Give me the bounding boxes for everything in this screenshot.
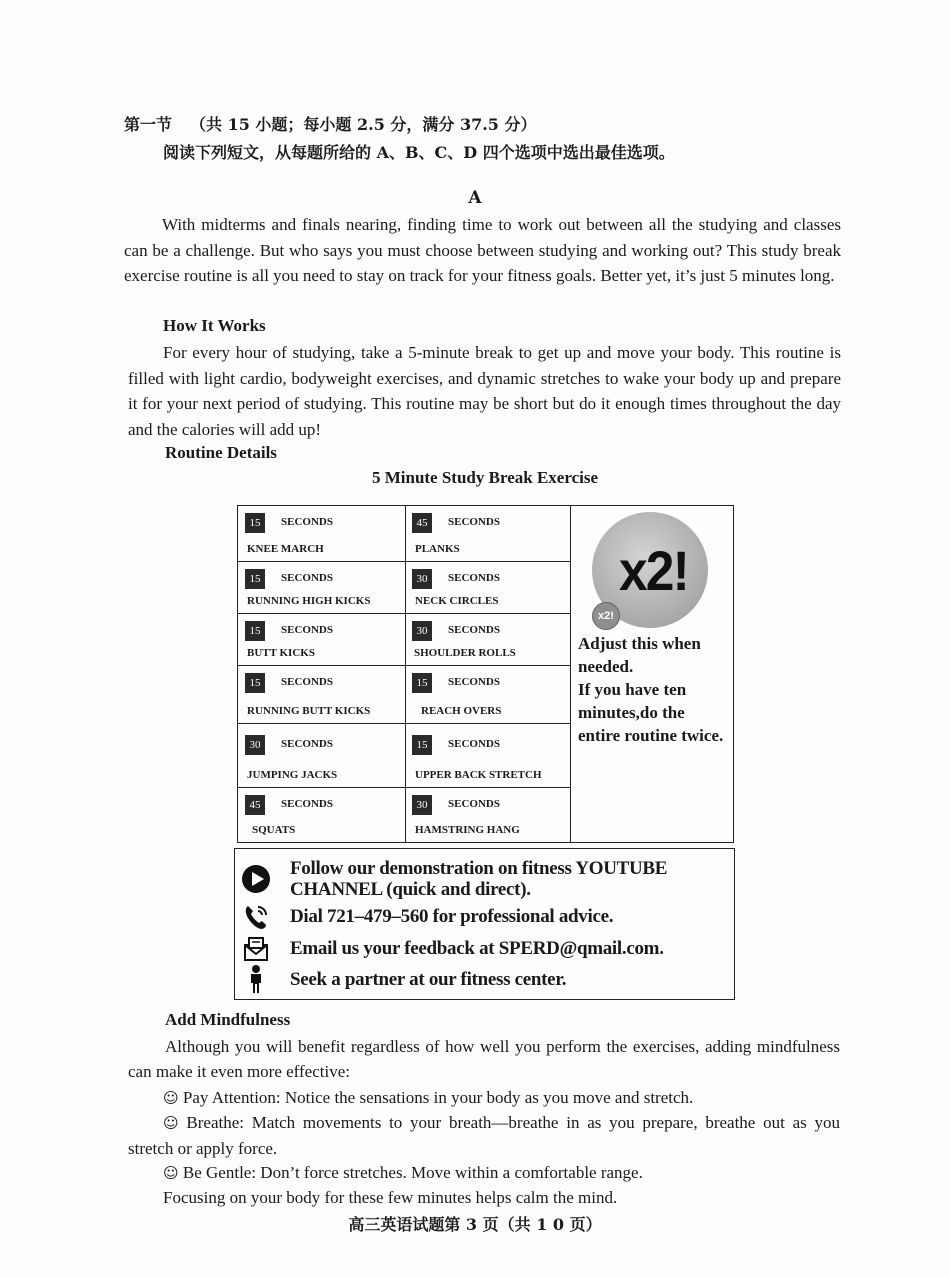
intro-paragraph: With midterms and finals nearing, finding time to work out between all the studying and classes can be a challenge. But who says you must choose between studying and working out? This study break exercise routine is all you need to stay on track for your fitness goals. Better yet, it’s just 5 minutes long.	[124, 215, 841, 285]
exercise-name: JUMPING JACKS	[247, 769, 338, 781]
section-instruction: 阅读下列短文，从每题所给的 A、B、C、D 四个选项中选出最佳选项。	[163, 143, 675, 162]
exercise-cell	[238, 614, 405, 666]
section-heading	[124, 112, 537, 135]
seconds-badge: 15	[245, 621, 265, 641]
routine-note	[578, 632, 728, 747]
exercise-cell	[405, 666, 570, 724]
seconds-label: SECONDS	[281, 798, 333, 810]
seconds-badge: 15	[412, 673, 432, 693]
seconds-label: SECONDS	[448, 624, 500, 636]
seconds-label: SECONDS	[281, 676, 333, 688]
routine-note-line: If you have ten minutes,do the entire routine twice.	[578, 680, 724, 745]
seconds-label: SECONDS	[281, 624, 333, 636]
contact-text: Seek a partner at our fitness center.	[290, 969, 567, 990]
exercise-name: KNEE MARCH	[247, 543, 324, 555]
exercise-cell	[238, 788, 405, 842]
seconds-badge: 15	[245, 513, 265, 533]
contact-box	[234, 848, 735, 1000]
x2-badge-text: x2!	[618, 538, 688, 602]
seconds-badge: 45	[245, 795, 265, 815]
contact-text: Dial 721–479–560 for professional advice.	[290, 906, 614, 927]
details-heading: Routine Details	[165, 443, 277, 462]
exercise-name: SQUATS	[252, 824, 296, 836]
routine-note-panel	[570, 506, 733, 842]
exercise-cell	[238, 506, 405, 562]
smile-icon: ☺	[163, 1089, 179, 1107]
exercise-name: RUNNING HIGH KICKS	[247, 595, 371, 607]
contact-text: Follow our demonstration on fitness YOUTUBE CHANNEL (quick and direct).	[290, 858, 668, 900]
routine-column-left	[238, 506, 406, 842]
smile-icon: ☺	[163, 1164, 179, 1182]
seconds-label: SECONDS	[448, 516, 500, 528]
exercise-name: HAMSTRING HANG	[415, 824, 520, 836]
seconds-label: SECONDS	[281, 572, 333, 584]
seconds-badge: 15	[245, 569, 265, 589]
exercise-cell	[238, 666, 405, 724]
section-rule: （共 15 小题；每小题 2.5 分，满分 37.5 分）	[190, 115, 537, 134]
exercise-cell	[405, 614, 570, 666]
exercise-name: PLANKS	[415, 543, 460, 555]
person-icon	[241, 964, 271, 994]
exercise-cell	[405, 788, 570, 842]
mindfulness-heading: Add Mindfulness	[165, 1010, 291, 1029]
seconds-label: SECONDS	[281, 738, 333, 750]
contact-text: Email us your feedback at SPERD@qmail.com.	[290, 938, 664, 959]
passage-letter: A	[468, 188, 482, 208]
exercise-name: REACH OVERS	[421, 705, 502, 717]
exercise-cell	[405, 724, 570, 788]
play-icon	[241, 864, 271, 894]
exercise-cell	[238, 724, 405, 788]
seconds-label: SECONDS	[448, 798, 500, 810]
how-heading: How It Works	[163, 316, 266, 335]
exercise-name: UPPER BACK STRETCH	[415, 769, 542, 781]
phone-icon	[241, 902, 271, 932]
seconds-badge: 15	[412, 735, 432, 755]
seconds-badge: 30	[412, 569, 432, 589]
exercise-cell	[405, 506, 570, 562]
seconds-label: SECONDS	[448, 676, 500, 688]
routine-title: 5 Minute Study Break Exercise	[371, 468, 599, 487]
mindfulness-item-text: Pay Attention: Notice the sensations in your body as you move and stretch.	[182, 1088, 694, 1107]
seconds-badge: 30	[412, 795, 432, 815]
mindfulness-item-text: Be Gentle: Don’t force stretches. Move within a comfortable range.	[182, 1163, 643, 1182]
mindfulness-intro: Although you will benefit regardless of how well you perform the exercises, adding mindfulness can make it even more effective:	[128, 1037, 840, 1081]
mindfulness-item	[128, 1110, 840, 1161]
exercise-name: BUTT KICKS	[247, 647, 315, 659]
mindfulness-item-text: Breathe: Match movements to your breath—breathe in as you prepare, breathe out as you stretch or apply force.	[128, 1113, 841, 1158]
seconds-label: SECONDS	[448, 572, 500, 584]
smile-icon: ☺	[163, 1114, 179, 1132]
section-title: 第一节	[124, 115, 173, 134]
seconds-badge: 15	[245, 673, 265, 693]
seconds-badge: 45	[412, 513, 432, 533]
seconds-label: SECONDS	[281, 516, 333, 528]
exercise-cell	[238, 562, 405, 614]
seconds-label: SECONDS	[448, 738, 500, 750]
seconds-badge: 30	[412, 621, 432, 641]
exercise-name: SHOULDER ROLLS	[414, 647, 516, 659]
mail-icon	[241, 934, 271, 964]
routine-column-right	[405, 506, 571, 842]
how-paragraph: For every hour of studying, take a 5-minute break to get up and move your body. This routine is filled with light cardio, bodyweight exercises, and dynamic stretches to wake your body up and prepare it for your next period of studying. This routine may be short but do it enough times throughout the day and the calories will add up!	[128, 343, 841, 439]
mindfulness-item	[163, 1160, 843, 1186]
seconds-badge: 30	[245, 735, 265, 755]
exercise-name: NECK CIRCLES	[415, 595, 499, 607]
x2-mini-badge: x2!	[592, 602, 620, 630]
mindfulness-item	[163, 1085, 843, 1111]
exercise-name: RUNNING BUTT KICKS	[247, 705, 371, 717]
routine-note-line: Adjust this when needed.	[578, 634, 701, 676]
routine-table	[237, 505, 734, 843]
page-footer: 高三英语试题第 3 页（共 1 0 页）	[348, 1215, 602, 1234]
exercise-cell	[405, 562, 570, 614]
mindfulness-closing: Focusing on your body for these few minutes helps calm the mind.	[163, 1188, 618, 1207]
